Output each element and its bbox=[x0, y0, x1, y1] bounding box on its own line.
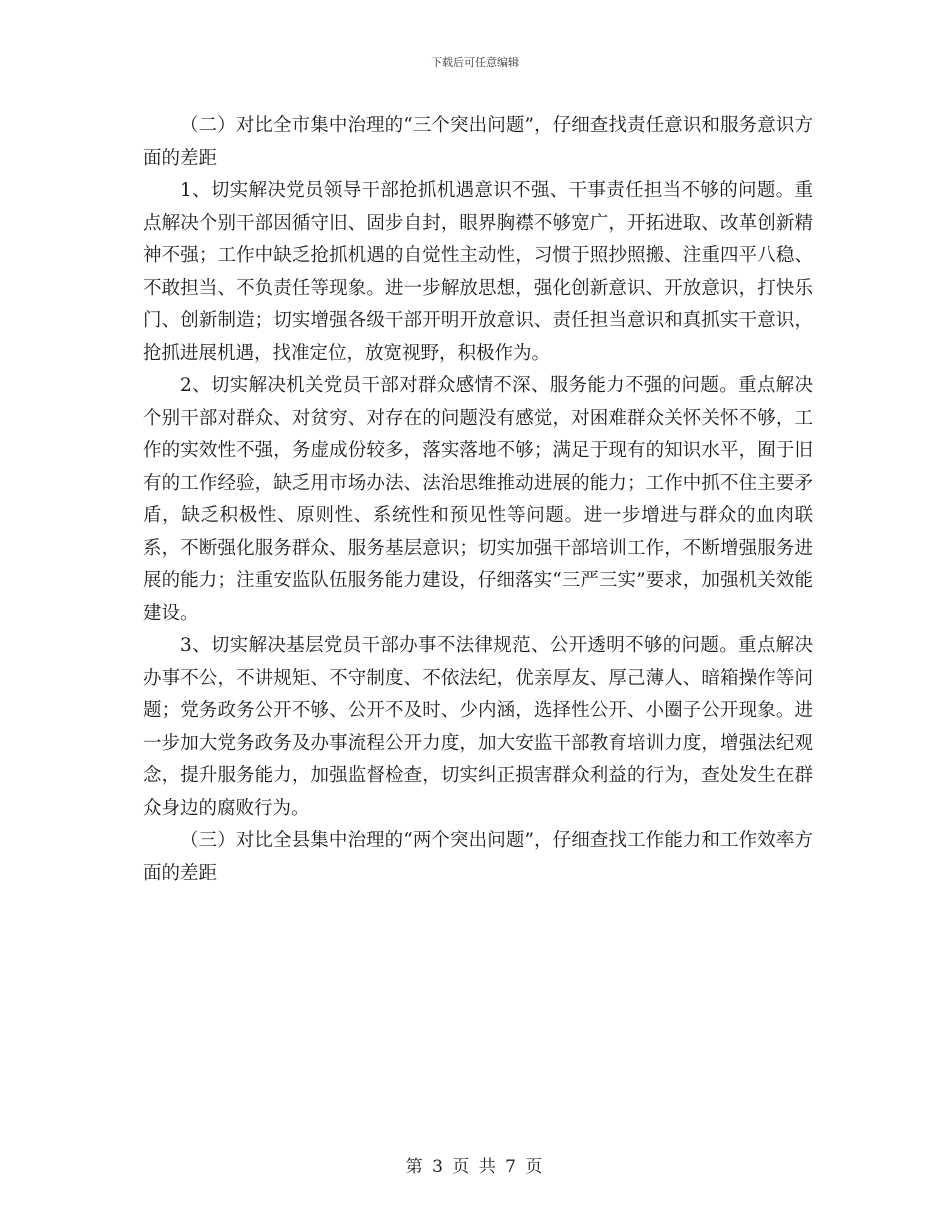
page-number: 第 3 页 共 7 页 bbox=[405, 1157, 545, 1177]
body-paragraph-2: 2、切实解决机关党员干部对群众感情不深、服务能力不强的问题。重点解决个别干部对群众、对贫穷、对存在的问题没有感觉，对困难群众关怀关怀不够，工作的实效性不强，务虚成份较多，落实落地不够；满足于现有的知识水平，囿于旧有的工作经验，缺乏用市场办法、法治思维推动进展的能力；工作中抓不住主要矛盾，缺乏积极性、原则性、系统性和预见性等问题。进一步增进与群众的血肉联系，不断强化服务群众、服务基层意识；切实加强干部培训工作，不断增强服务进展的能力；注重安监队伍服务能力建设，仔细落实“三严三实”要求，加强机关效能建设。 bbox=[143, 375, 813, 624]
body-paragraph-3: 3、切实解决基层党员干部办事不法律规范、公开透明不够的问题。重点解决办事不公，不讲规矩、不守制度、不依法纪，优亲厚友、厚己薄人、暗箱操作等问题；党务政务公开不够、公开不及时、少内涵，选择性公开、小圈子公开现象。进一步加大党务政务及办事流程公开力度，加大安监干部教育培训力度，增强法纪观念，提升服务能力，加强监督检查，切实纠正损害群众利益的行为，查处发生在群众身边的腐败行为。 bbox=[143, 635, 813, 819]
section-heading-two: （二）对比全市集中治理的“三个突出问题”，仔细查找责任意识和服务意识方面的差距 bbox=[143, 115, 813, 169]
page-header: 下载后可任意编辑 bbox=[431, 56, 519, 69]
document-body bbox=[143, 110, 813, 890]
body-paragraph-1: 1、切实解决党员领导干部抢抓机遇意识不强、干事责任担当不够的问题。重点解决个别干部因循守旧、固步自封，眼界胸襟不够宽广，开拓进取、改革创新精神不强；工作中缺乏抢抓机遇的自觉性主动性，习惯于照抄照搬、注重四平八稳、不敢担当、不负责任等现象。进一步解放思想，强化创新意识、开放意识，打快乐门、创新制造；切实增强各级干部开明开放意识、责任担当意识和真抓实干意识，抢抓进展机遇，找准定位，放宽视野，积极作为。 bbox=[143, 180, 813, 364]
section-heading-three: （三）对比全县集中治理的“两个突出问题”，仔细查找工作能力和工作效率方面的差距 bbox=[143, 830, 813, 884]
